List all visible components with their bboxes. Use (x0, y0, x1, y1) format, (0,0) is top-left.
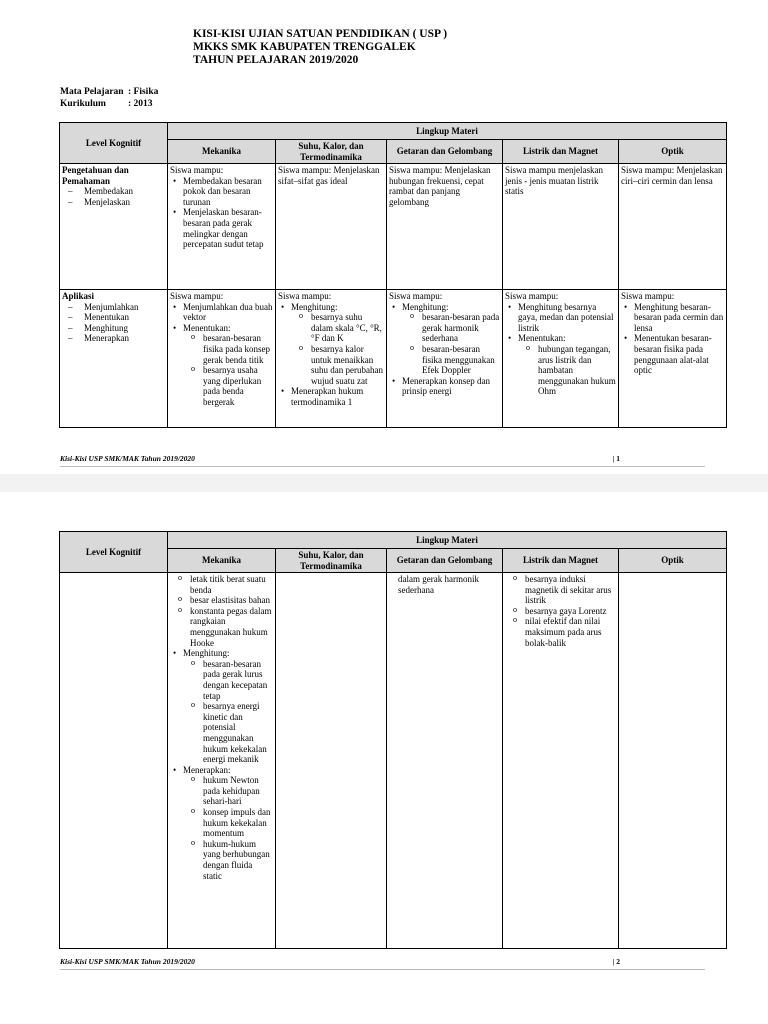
getaran-cell: Siswa mampu: Menjelaskan hubungan frekuensi, cepat rambat dan panjang gelombang (387, 164, 503, 290)
list-item (170, 765, 273, 882)
optik-cell (619, 573, 727, 949)
list-item (170, 323, 273, 408)
kisi-kisi-table-page-1 (59, 122, 727, 428)
sub-list-item: o besarnya usaha yang diperlukan pada benda bergerak (183, 365, 273, 407)
list-item-label: Menghitung: (291, 301, 338, 312)
listrik-cell: Siswa mampu menjelaskan jenis - jenis muatan listrik statis (503, 164, 619, 290)
sub-list-item: o besar elastisitas bahan (170, 595, 273, 606)
getaran-cell (387, 573, 503, 949)
header-listrik: Listrik dan Magnet (503, 140, 619, 164)
list-item (389, 302, 500, 376)
sub-list-item: o hukum-hukum yang berhubungan dengan fluida static (183, 839, 273, 881)
mekanika-cell (168, 290, 276, 428)
mekanika-cell (168, 573, 276, 949)
header-level-kognitif: Level Kognitif (60, 123, 168, 164)
kisi-kisi-table-page-2 (59, 531, 727, 949)
optik-cell: Siswa mampu: Menjelaskan ciri–ciri cermin dan lensa (619, 164, 727, 290)
sub-list-item: o besaran-besaran pada gerak lurus dengan kecepatan tetap (183, 659, 273, 701)
list-item-label: Menerapkan: (183, 764, 231, 775)
page-footer-2 (60, 957, 705, 970)
list-item-label: Menentukan: (518, 333, 566, 344)
sub-list-item: o letak titik berat suatu benda (170, 574, 273, 595)
curriculum-value: : 2013 (128, 99, 153, 109)
subject-value: : Fisika (128, 87, 159, 97)
optik-cell (619, 290, 727, 428)
getaran-cell (387, 290, 503, 428)
list-item-label: Menghitung: (402, 301, 449, 312)
header-lingkup-materi: Lingkup Materi (168, 532, 727, 549)
list-item (170, 648, 273, 765)
level-cell (60, 573, 168, 949)
cell-intro: Siswa mampu: (505, 291, 559, 301)
list-item: • Menentukan besaran-besaran fisika pada penggunaan alat-alat optic (621, 333, 724, 375)
sub-list-item: o nilai efektif dan nilai maksimum pada arus bolak-balik (505, 616, 616, 648)
sub-list-item: o besarnya suhu dalam skala °C, °R, °F dan K (291, 312, 384, 344)
sub-list-item: o besaran-besaran fisika pada konsep gerak benda titik (183, 333, 273, 365)
level-cell (60, 290, 168, 428)
header-suhu: Suhu, Kalor, dan Termodinamika (276, 140, 387, 164)
list-item: • Menghitung besaran-besaran pada cermin dan lensa (621, 302, 724, 334)
footer-text: Kisi-Kisi USP SMK/MAK Tahun 2019/2020 (60, 957, 195, 966)
sub-list-item: o besarnya gaya Lorentz (505, 606, 616, 617)
suhu-cell (276, 573, 387, 949)
sub-list-item: o besarnya energi kinetic dan potensial menggunakan hukum kekekalan energi mekanik (183, 701, 273, 765)
list-item (505, 333, 616, 397)
subject-label: Mata Pelajaran (60, 87, 124, 97)
list-item-label: Menentukan: (183, 322, 231, 333)
list-item: • Menjumlahkan dua buah vektor (170, 302, 273, 323)
cell-intro: Siswa mampu: (389, 291, 443, 301)
header-optik: Optik (619, 549, 727, 573)
sub-list-item: o konstanta pegas dalam rangkaian menggunakan hukum Hooke (170, 606, 273, 648)
sub-list-item: o konsep impuls dan hukum kekekalan momentum (183, 807, 273, 839)
sub-list-item: o hukum Newton pada kehidupan sehari-hari (183, 775, 273, 807)
level-item: – Menghitung (62, 323, 165, 334)
list-item: • Menjelaskan besaran-besaran pada gerak melingkar dengan percepatan sudut tetap (170, 207, 273, 249)
document-meta (60, 86, 158, 110)
list-item (278, 302, 384, 387)
level-item: – Menjelaskan (62, 197, 165, 208)
list-item: • Menerapkan konsep dan prinsip energi (389, 376, 500, 397)
document-title (193, 28, 447, 67)
document-page-1 (0, 0, 768, 492)
page-number: | 2 (612, 957, 620, 966)
title-line-3: TAHUN PELAJARAN 2019/2020 (193, 54, 359, 66)
mekanika-cell (168, 164, 276, 290)
header-optik: Optik (619, 140, 727, 164)
list-item: • Membedakan besaran pokok dan besaran turunan (170, 176, 273, 208)
header-getaran: Getaran dan Gelombang (387, 140, 503, 164)
header-mekanika: Mekanika (168, 549, 276, 573)
table-row (60, 290, 727, 428)
title-line-2: MKKS SMK KABUPATEN TRENGGALEK (193, 41, 416, 53)
listrik-cell (503, 290, 619, 428)
sub-list-item: o besaran-besaran fisika menggunakan Efek Doppler (402, 344, 500, 376)
level-item: – Menerapkan (62, 333, 165, 344)
level-title: Pengetahuan dan Pemahaman (62, 165, 129, 186)
sub-list-item: o besarnya kalor untuk menaikkan suhu dan perubahan wujud suatu zat (291, 344, 384, 386)
sub-list-item: o besaran-besaran pada gerak harmonik sederhana (402, 312, 500, 344)
page-number: | 1 (612, 454, 620, 463)
cell-intro: Siswa mampu: (278, 291, 332, 301)
header-listrik: Listrik dan Magnet (503, 549, 619, 573)
level-title: Aplikasi (62, 291, 95, 301)
level-item: – Membedakan (62, 186, 165, 197)
header-suhu: Suhu, Kalor, dan Termodinamika (276, 549, 387, 573)
table-row (60, 573, 727, 949)
curriculum-label: Kurikulum (60, 99, 106, 109)
page-gap (0, 474, 768, 492)
cell-intro: Siswa mampu: (170, 291, 224, 301)
table-row (60, 164, 727, 290)
list-item-label: Menghitung: (183, 648, 230, 659)
suhu-cell (276, 290, 387, 428)
suhu-cell: Siswa mampu: Menjelaskan sifat–sifat gas ideal (276, 164, 387, 290)
header-lingkup-materi: Lingkup Materi (168, 123, 727, 140)
cell-intro: Siswa mampu: (621, 291, 675, 301)
footer-text: Kisi-Kisi USP SMK/MAK Tahun 2019/2020 (60, 454, 195, 463)
list-item: • Menerapkan hukum termodinamika 1 (278, 386, 384, 407)
title-line-1: KISI-KISI UJIAN SATUAN PENDIDIKAN ( USP ) (193, 28, 448, 40)
level-item: – Menjumlahkan (62, 302, 165, 313)
level-cell (60, 164, 168, 290)
header-level-kognitif: Level Kognitif (60, 532, 168, 573)
sub-list-item: o besarnya induksi magnetik di sekitar arus listrik (505, 574, 616, 606)
cell-intro: Siswa mampu: (170, 165, 224, 175)
getaran-continuation: dalam gerak harmonik sederhana (398, 574, 479, 595)
header-mekanika: Mekanika (168, 140, 276, 164)
level-item: – Menentukan (62, 312, 165, 323)
listrik-cell (503, 573, 619, 949)
sub-list-item: o hubungan tegangan, arus listrik dan hambatan menggunakan hukum Ohm (518, 344, 616, 397)
header-getaran: Getaran dan Gelombang (387, 549, 503, 573)
list-item: • Menghitung besarnya gaya, medan dan potensial listrik (505, 302, 616, 334)
page-footer-1 (60, 454, 705, 467)
